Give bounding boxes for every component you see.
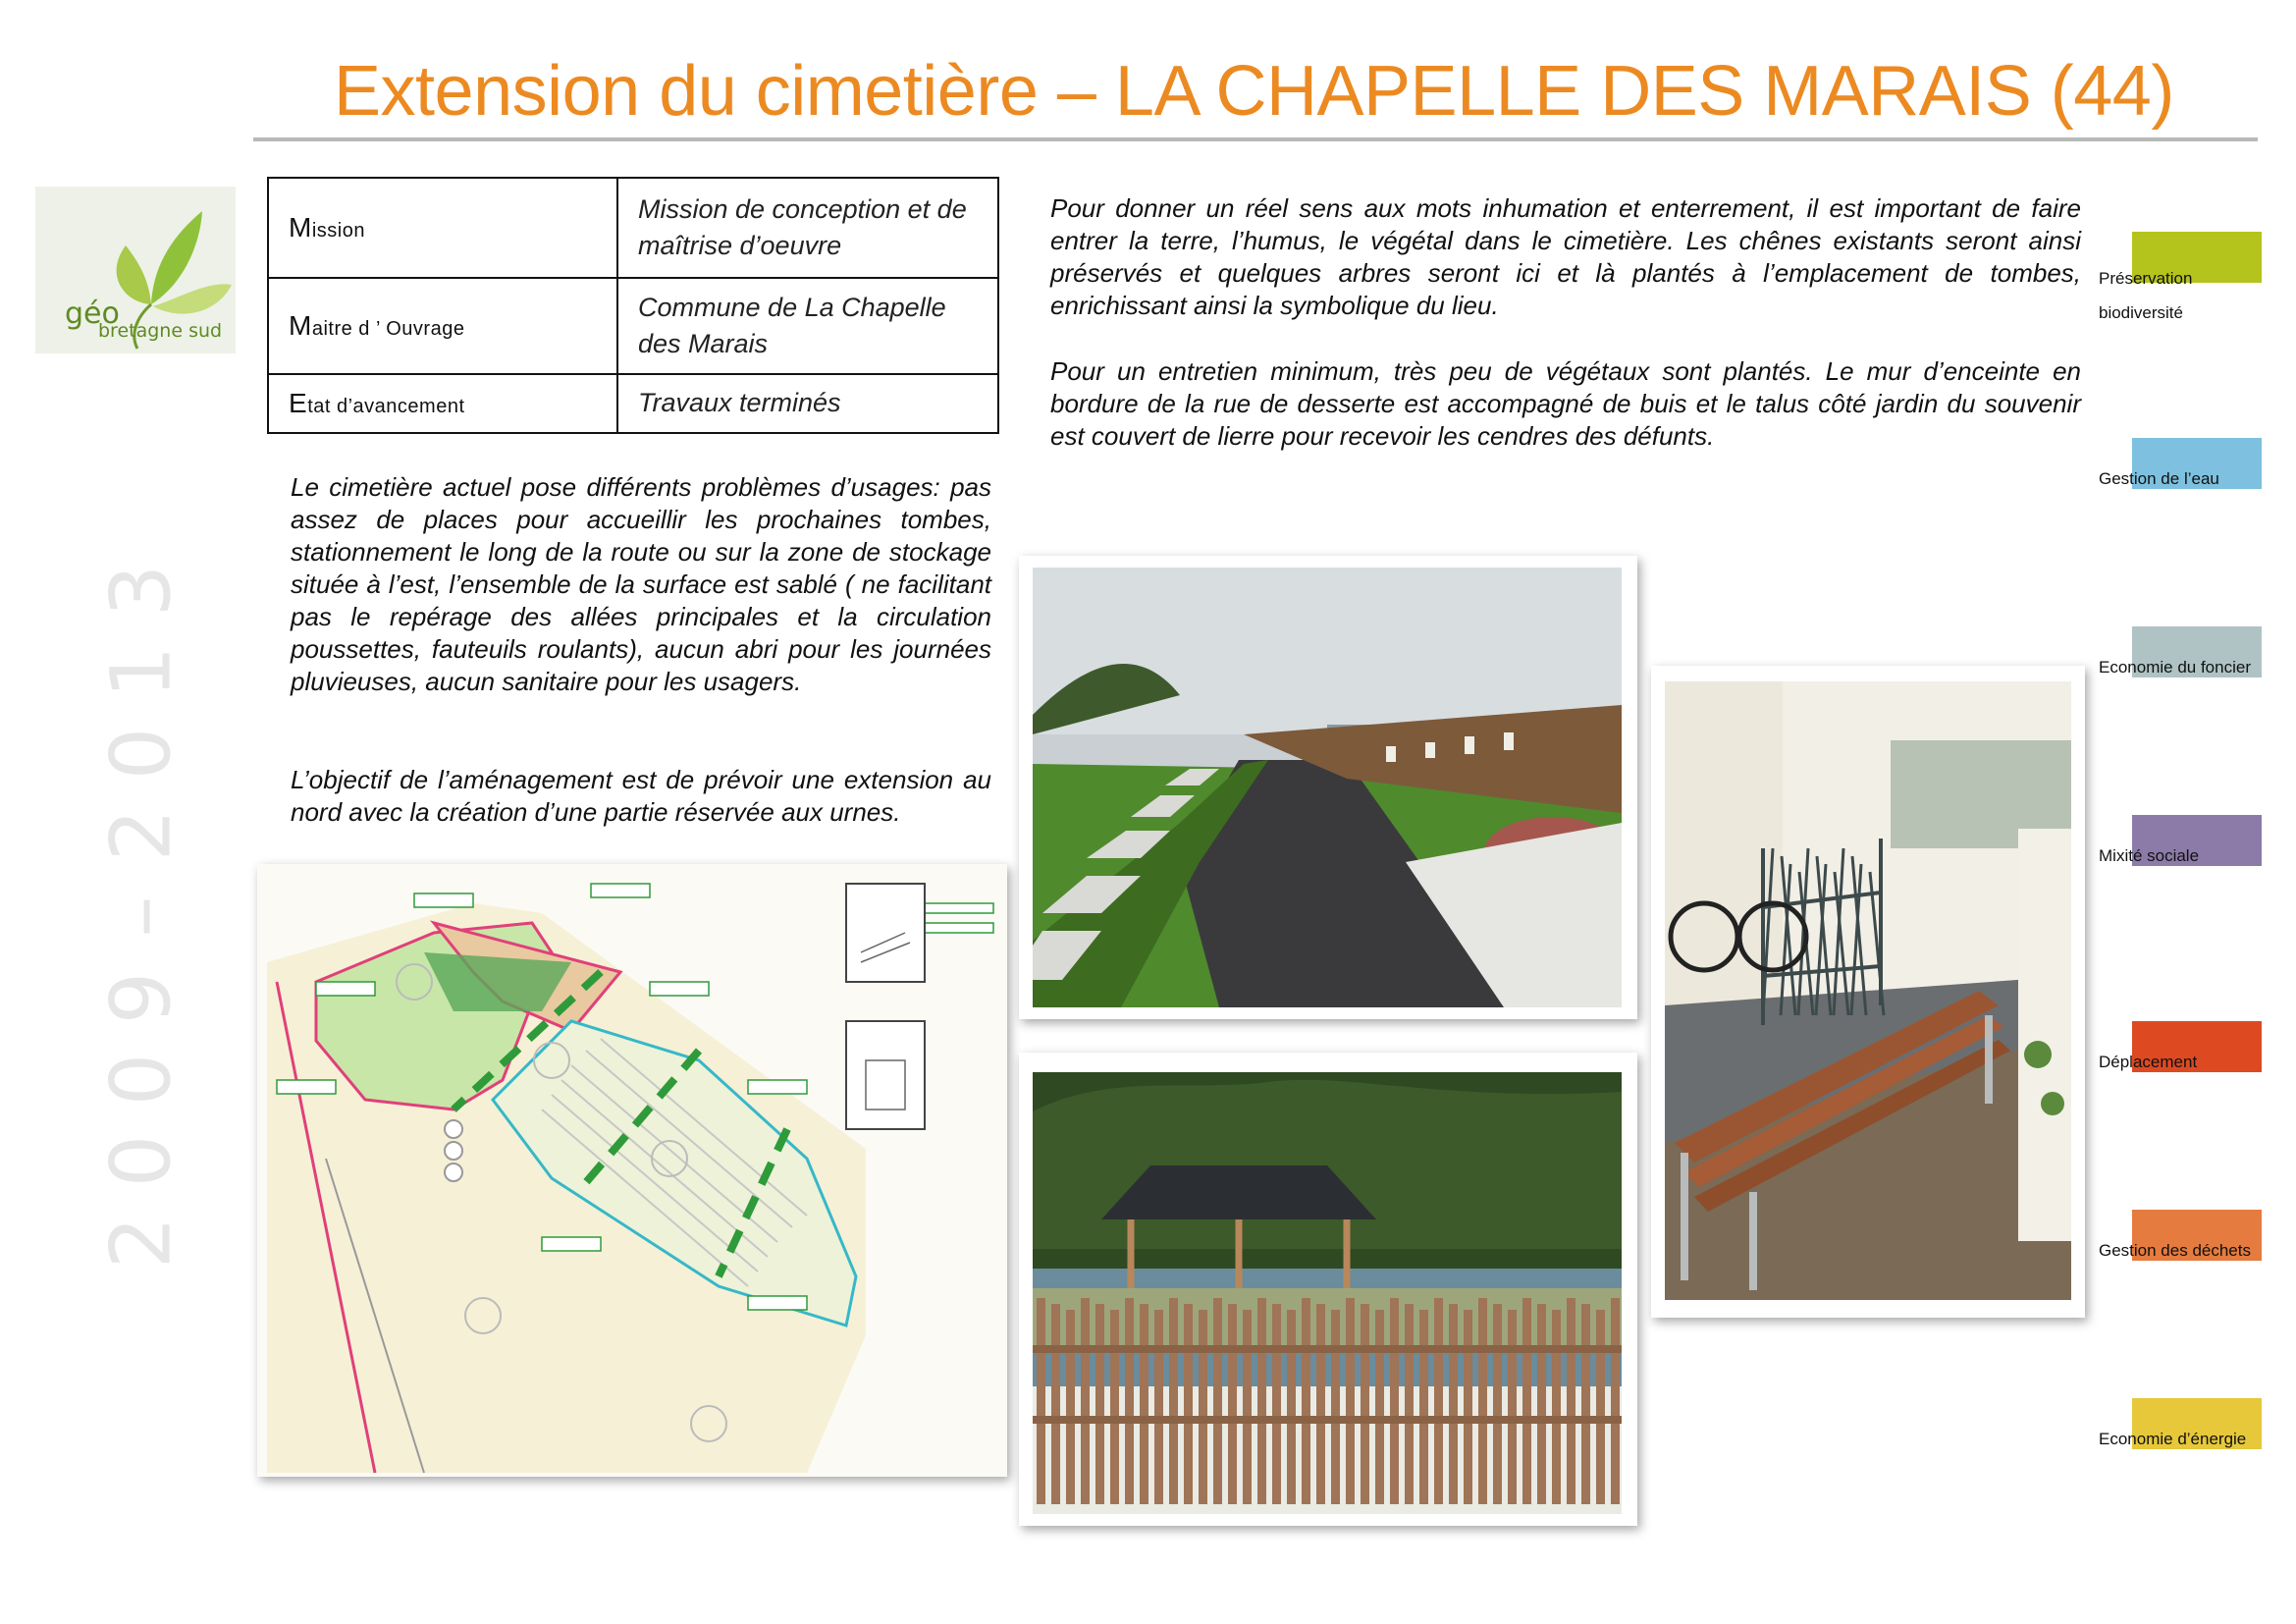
years-vertical-label: [92, 550, 189, 1283]
years-char: 0: [92, 1053, 189, 1107]
years-char: 2: [92, 808, 189, 862]
years-char: 3: [92, 564, 189, 618]
legend-label-foncier: Economie du foncier: [2099, 658, 2251, 677]
legend-label-energie: Economie d’énergie: [2099, 1430, 2247, 1448]
paragraph-planting-intent: Pour donner un réel sens aux mots inhumation et enterrement, il est important de faire entrer la terre, l’humus, le végétal dans le cimetière. Les chênes existants seront ainsi préservés et quelques arbres seront ici et là plantés à l’emplacement de tombes, enrichissant ainsi la symbolique du lieu.: [1050, 193, 2081, 320]
sustainability-legend: [2099, 226, 2295, 1502]
years-char: 2: [92, 1216, 189, 1270]
shelter-photo: [1019, 1053, 1637, 1526]
title-divider: [253, 137, 2258, 141]
legend-label-mixite: Mixité sociale: [2099, 846, 2200, 865]
paragraph-objective: L’objectif de l’aménagement est de prévoir une extension au nord avec la création d’une partie réservée aux urnes.: [291, 765, 991, 827]
geo-bretagne-sud-logo: [35, 187, 236, 353]
logo-word-geo: géo: [65, 297, 120, 331]
table-cell-label: Maitre d ’ Ouvrage: [268, 278, 617, 374]
years-char: –: [92, 895, 189, 938]
project-info-table: [267, 177, 999, 434]
table-row: [268, 278, 998, 374]
years-char: 0: [92, 727, 189, 781]
logo-word-bretagne-sud: bretagne sud: [98, 320, 223, 342]
legend-label-deplacement: Déplacement: [2099, 1053, 2198, 1071]
years-char: 9: [92, 971, 189, 1025]
legend-label-eau: Gestion de l’eau: [2099, 469, 2219, 488]
table-cell-value: Travaux terminés: [617, 374, 998, 433]
table-row: [268, 374, 998, 433]
site-plan-image: [257, 864, 1007, 1477]
path-photo: [1019, 556, 1637, 1019]
years-char: 0: [92, 1134, 189, 1188]
paragraph-current-problems: Le cimetière actuel pose différents problèmes d’usages: pas assez de places pour accueillir les prochaines tombes, stationnement le long de la route ou sur la zone de stockage située à l’est, l’ensemble de la surface est sablé ( ne facilitant pas le repérage des allées principales et la circulation poussettes, fauteuils roulants), aucun abri pour les journées pluvieuses, aucun sanitaire pour les usagers.: [291, 472, 991, 696]
table-cell-value: Commune de La Chapelle des Marais: [617, 278, 998, 374]
page-title: Extension du cimetière – LA CHAPELLE DES MARAIS (44): [334, 52, 2174, 131]
legend-label-dechets: Gestion des déchets: [2099, 1241, 2251, 1260]
table-cell-value: Mission de conception et de maîtrise d’oeuvre: [617, 178, 998, 278]
paragraph-maintenance: Pour un entretien minimum, très peu de végétaux sont plantés. Le mur d’enceinte en bordure de la rue de desserte est accompagné de buis et le talus côté jardin du souvenir est couvert de lierre pour recevoir les cendres des défunts.: [1050, 356, 2081, 451]
table-row: [268, 178, 998, 278]
years-char: 1: [92, 645, 189, 699]
table-cell-label: Mission: [268, 178, 617, 278]
table-cell-label: Etat d’avancement: [268, 374, 617, 433]
legend-label-biodiversite: Préservation biodiversité: [2099, 269, 2193, 322]
bench-gate-photo: [1651, 666, 2085, 1318]
